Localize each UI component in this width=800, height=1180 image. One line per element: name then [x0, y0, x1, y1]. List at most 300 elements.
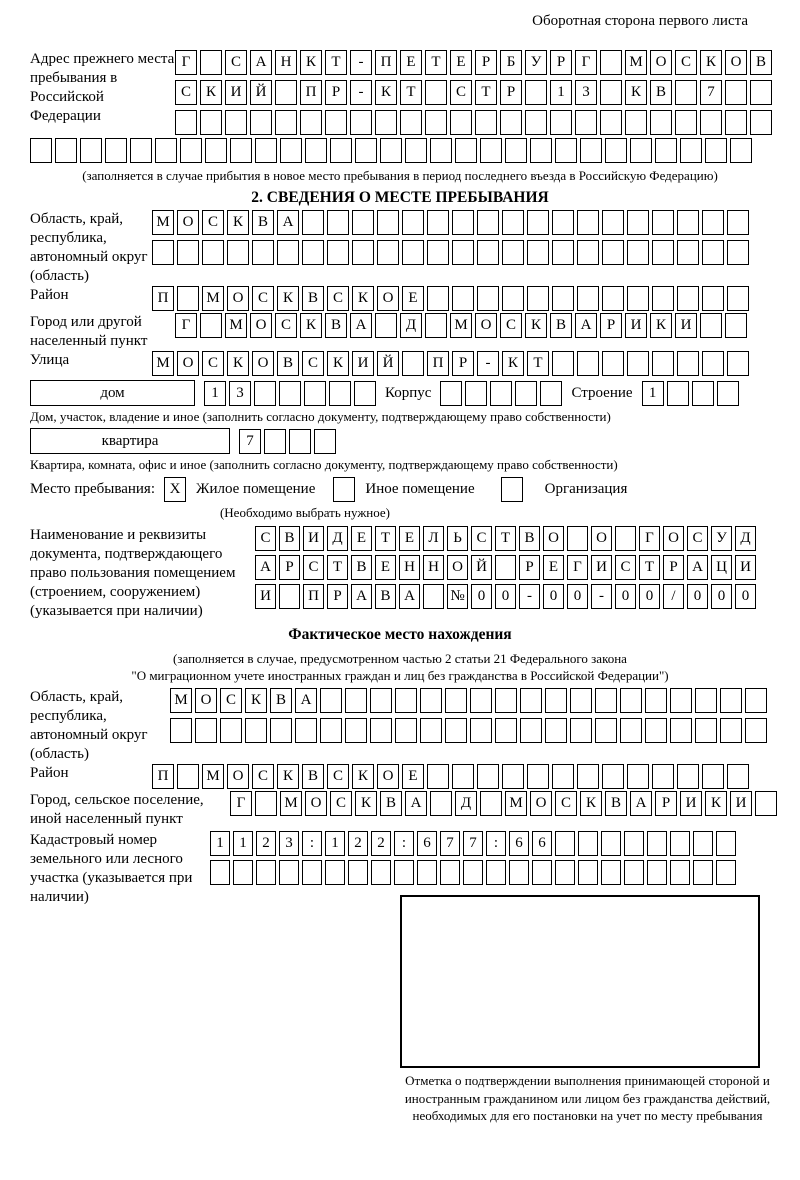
char-cell	[200, 110, 222, 135]
char-cell	[230, 138, 252, 163]
char-cell: К	[502, 351, 524, 376]
char-cell	[325, 860, 345, 885]
char-cell	[325, 110, 347, 135]
char-cell: -	[519, 584, 540, 609]
char-cell: К	[352, 764, 374, 789]
char-cell	[602, 286, 624, 311]
char-cell	[440, 860, 460, 885]
char-cell: 0	[495, 584, 516, 609]
char-cell: А	[405, 791, 427, 816]
actual-district-label: Район	[30, 765, 69, 781]
char-cell: А	[250, 50, 272, 75]
char-cell	[502, 240, 524, 265]
char-cell: Е	[351, 526, 372, 551]
stamp-box	[400, 895, 760, 1068]
char-cell	[624, 860, 644, 885]
char-cell: В	[270, 688, 292, 713]
char-cell: К	[277, 286, 299, 311]
char-cell	[275, 80, 297, 105]
char-cell: А	[575, 313, 597, 338]
char-cell	[205, 138, 227, 163]
char-cell	[627, 286, 649, 311]
char-cell	[620, 718, 642, 743]
char-cell	[677, 210, 699, 235]
char-cell	[727, 351, 749, 376]
char-cell	[402, 240, 424, 265]
char-cell: В	[302, 764, 324, 789]
char-cell: :	[486, 831, 506, 856]
char-cell	[227, 240, 249, 265]
char-cell	[470, 718, 492, 743]
char-cell	[477, 764, 499, 789]
char-cell: О	[177, 351, 199, 376]
char-cell	[180, 138, 202, 163]
char-cell	[502, 764, 524, 789]
char-cell: С	[252, 764, 274, 789]
char-cell	[202, 240, 224, 265]
char-cell: О	[663, 526, 684, 551]
section2-title: 2. СВЕДЕНИЯ О МЕСТЕ ПРЕБЫВАНИЯ	[251, 189, 549, 206]
char-cell	[577, 351, 599, 376]
char-cell	[329, 381, 351, 406]
char-cell: П	[427, 351, 449, 376]
char-cell: Е	[400, 50, 422, 75]
city-block	[30, 313, 770, 351]
char-cell	[170, 718, 192, 743]
char-cell	[480, 791, 502, 816]
region-label: Область, край, республика, автономный округ (область)	[30, 211, 148, 284]
char-cell: М	[450, 313, 472, 338]
char-cell	[345, 688, 367, 713]
actual-location-note-2: "О миграционном учете иностранных граждан и лиц без гражданства в Российской Федерации")	[131, 668, 669, 683]
char-cell	[670, 718, 692, 743]
char-cell: С	[202, 210, 224, 235]
char-cell	[245, 718, 267, 743]
char-cell	[650, 110, 672, 135]
char-cell	[352, 210, 374, 235]
char-cell	[727, 240, 749, 265]
char-cell: :	[394, 831, 414, 856]
checkbox-other-premises	[333, 477, 355, 502]
char-cell	[405, 138, 427, 163]
char-cell	[600, 110, 622, 135]
char-cell	[602, 210, 624, 235]
char-cell: С	[330, 791, 352, 816]
char-cell	[80, 138, 102, 163]
char-cell: И	[591, 555, 612, 580]
actual-location-title: Фактическое место нахождения	[288, 626, 512, 643]
char-cell: Й	[471, 555, 492, 580]
char-cell	[601, 831, 621, 856]
char-cell	[275, 110, 297, 135]
char-cell: Р	[452, 351, 474, 376]
char-cell	[527, 210, 549, 235]
actual-city-block	[30, 791, 770, 829]
char-cell: К	[352, 286, 374, 311]
char-cell: 2	[371, 831, 391, 856]
char-cell	[652, 210, 674, 235]
char-cell: В	[252, 210, 274, 235]
char-cell: 6	[417, 831, 437, 856]
char-cell	[233, 860, 253, 885]
char-cell	[252, 240, 274, 265]
actual-location-note-1: (заполняется в случае, предусмотренном частью 2 статьи 21 Федерального закона	[173, 651, 627, 666]
char-cell	[578, 860, 598, 885]
char-cell: Е	[402, 286, 424, 311]
char-cell: О	[475, 313, 497, 338]
char-cell: 1	[550, 80, 572, 105]
char-cell	[716, 860, 736, 885]
char-cell	[475, 110, 497, 135]
char-cell: 0	[615, 584, 636, 609]
char-cell	[750, 80, 772, 105]
stamp-caption: Отметка о подтверждении выполнения принимающей стороной и иностранным гражданином или лицом без гражданства действий, необходимых для его постановки на учет по месту пребывания	[404, 1073, 771, 1123]
char-cell: М	[170, 688, 192, 713]
char-cell	[277, 240, 299, 265]
char-cell: Т	[327, 555, 348, 580]
char-cell: Е	[543, 555, 564, 580]
char-cell	[495, 718, 517, 743]
char-cell	[577, 240, 599, 265]
char-cell	[555, 831, 575, 856]
char-cell	[348, 860, 368, 885]
char-cell	[530, 138, 552, 163]
char-cell: 3	[229, 381, 251, 406]
char-cell: Ь	[447, 526, 468, 551]
char-cell	[580, 138, 602, 163]
char-cell	[552, 351, 574, 376]
char-cell: О	[177, 210, 199, 235]
char-cell	[452, 240, 474, 265]
char-cell	[210, 860, 230, 885]
stroenie-label: Строение	[571, 384, 633, 401]
char-cell: Б	[500, 50, 522, 75]
char-cell: 7	[700, 80, 722, 105]
char-cell	[647, 860, 667, 885]
char-cell: Р	[600, 313, 622, 338]
char-cell	[377, 240, 399, 265]
char-cell	[440, 381, 462, 406]
char-cell	[620, 688, 642, 713]
char-cell: И	[303, 526, 324, 551]
char-cell: О	[377, 286, 399, 311]
char-cell: Р	[550, 50, 572, 75]
actual-region-block	[30, 688, 770, 764]
char-cell	[280, 138, 302, 163]
document-block	[30, 526, 770, 621]
char-cell	[725, 110, 747, 135]
char-cell	[540, 381, 562, 406]
char-cell	[745, 688, 767, 713]
char-cell	[256, 860, 276, 885]
char-cell	[320, 688, 342, 713]
char-cell: -	[350, 80, 372, 105]
char-cell: С	[202, 351, 224, 376]
district-label: Район	[30, 287, 69, 303]
char-cell	[552, 210, 574, 235]
char-cell	[675, 80, 697, 105]
char-cell: 1	[210, 831, 230, 856]
char-cell	[680, 138, 702, 163]
char-cell	[177, 240, 199, 265]
street-label: Улица	[30, 352, 70, 368]
stay-type-line	[30, 477, 770, 502]
char-cell: Р	[325, 80, 347, 105]
char-cell	[450, 110, 472, 135]
char-cell	[705, 138, 727, 163]
prev-address-row-4	[30, 138, 770, 163]
char-cell	[200, 313, 222, 338]
char-cell: 0	[687, 584, 708, 609]
char-cell: А	[350, 313, 372, 338]
char-cell: Н	[275, 50, 297, 75]
char-cell	[300, 110, 322, 135]
char-cell: 0	[543, 584, 564, 609]
char-cell	[627, 240, 649, 265]
char-cell	[425, 110, 447, 135]
char-cell: Й	[250, 80, 272, 105]
korpus-label: Корпус	[385, 384, 432, 401]
char-cell	[417, 860, 437, 885]
char-cell: А	[255, 555, 276, 580]
char-cell	[670, 688, 692, 713]
char-cell: К	[227, 210, 249, 235]
char-cell	[502, 286, 524, 311]
char-cell	[602, 240, 624, 265]
char-cell: В	[302, 286, 324, 311]
char-cell	[427, 764, 449, 789]
char-cell	[525, 80, 547, 105]
char-cell: 7	[239, 429, 261, 454]
char-cell	[600, 80, 622, 105]
char-cell	[502, 210, 524, 235]
char-cell	[601, 860, 621, 885]
house-number-row	[204, 381, 376, 406]
char-cell: К	[705, 791, 727, 816]
char-cell: Т	[527, 351, 549, 376]
char-cell	[550, 110, 572, 135]
char-cell: -	[591, 584, 612, 609]
char-cell: 0	[567, 584, 588, 609]
char-cell	[445, 718, 467, 743]
char-cell	[655, 138, 677, 163]
char-cell	[302, 860, 322, 885]
char-cell	[693, 831, 713, 856]
char-cell: А	[295, 688, 317, 713]
char-cell	[394, 860, 414, 885]
char-cell	[327, 240, 349, 265]
char-cell	[355, 138, 377, 163]
char-cell: У	[525, 50, 547, 75]
cadastral-row-2	[210, 860, 736, 885]
char-cell: Т	[325, 50, 347, 75]
prev-address-block	[30, 50, 770, 135]
char-cell	[600, 50, 622, 75]
char-cell: О	[305, 791, 327, 816]
char-cell: С	[675, 50, 697, 75]
char-cell	[375, 110, 397, 135]
char-cell: С	[687, 526, 708, 551]
char-cell: В	[351, 555, 372, 580]
char-cell	[702, 351, 724, 376]
document-row-1	[255, 526, 756, 551]
char-cell: О	[591, 526, 612, 551]
char-cell	[615, 526, 636, 551]
document-row-3	[255, 584, 756, 609]
char-cell	[720, 718, 742, 743]
char-cell	[627, 210, 649, 235]
char-cell: 0	[711, 584, 732, 609]
char-cell	[402, 210, 424, 235]
district-row	[152, 286, 749, 311]
char-cell: О	[377, 764, 399, 789]
page-side-note: Оборотная сторона первого листа	[532, 13, 748, 29]
char-cell	[675, 110, 697, 135]
char-cell	[695, 688, 717, 713]
char-cell: Р	[279, 555, 300, 580]
char-cell	[545, 718, 567, 743]
char-cell: В	[325, 313, 347, 338]
char-cell: Г	[567, 555, 588, 580]
char-cell	[452, 210, 474, 235]
char-cell	[667, 381, 689, 406]
char-cell: 0	[735, 584, 756, 609]
char-cell	[677, 286, 699, 311]
char-cell: К	[650, 313, 672, 338]
char-cell: Е	[399, 526, 420, 551]
stamp-area	[385, 895, 790, 1125]
char-cell	[595, 718, 617, 743]
char-cell	[427, 286, 449, 311]
document-label: Наименование и реквизиты документа, подтверждающего право пользования помещением (строением, сооружением) (указывается при наличии)	[30, 527, 236, 619]
checkbox-organization	[501, 477, 523, 502]
char-cell	[420, 688, 442, 713]
char-cell: К	[200, 80, 222, 105]
char-cell: И	[675, 313, 697, 338]
char-cell: Г	[639, 526, 660, 551]
char-cell	[425, 80, 447, 105]
char-cell: Г	[175, 50, 197, 75]
char-cell	[377, 210, 399, 235]
char-cell: А	[399, 584, 420, 609]
char-cell: 1	[325, 831, 345, 856]
char-cell	[370, 688, 392, 713]
char-cell	[627, 351, 649, 376]
prev-address-label: Адрес прежнего места пребывания в Российской Федерации	[30, 51, 175, 124]
region-row-2	[152, 240, 749, 265]
char-cell	[105, 138, 127, 163]
char-cell	[177, 286, 199, 311]
char-cell	[486, 860, 506, 885]
char-cell: К	[300, 50, 322, 75]
char-cell: Т	[639, 555, 660, 580]
char-cell	[630, 138, 652, 163]
char-cell: П	[152, 286, 174, 311]
char-cell	[716, 831, 736, 856]
char-cell	[350, 110, 372, 135]
char-cell: Д	[455, 791, 477, 816]
char-cell: М	[505, 791, 527, 816]
char-cell: Т	[475, 80, 497, 105]
char-cell	[380, 138, 402, 163]
char-cell	[525, 110, 547, 135]
char-cell: В	[380, 791, 402, 816]
actual-region-row-1	[170, 688, 767, 713]
stay-type-note: (Необходимо выбрать нужное)	[219, 505, 391, 520]
char-cell	[452, 764, 474, 789]
char-cell: 7	[440, 831, 460, 856]
char-cell	[30, 138, 52, 163]
char-cell	[702, 764, 724, 789]
char-cell	[570, 718, 592, 743]
char-cell: И	[255, 584, 276, 609]
char-cell	[465, 381, 487, 406]
char-cell: 6	[532, 831, 552, 856]
char-cell	[302, 210, 324, 235]
char-cell: М	[280, 791, 302, 816]
actual-region-row-2	[170, 718, 767, 743]
char-cell: А	[277, 210, 299, 235]
char-cell: К	[355, 791, 377, 816]
char-cell	[625, 110, 647, 135]
char-cell: У	[711, 526, 732, 551]
char-cell: П	[375, 50, 397, 75]
char-cell: 3	[575, 80, 597, 105]
char-cell: О	[447, 555, 468, 580]
char-cell: И	[225, 80, 247, 105]
char-cell: 1	[204, 381, 226, 406]
char-cell	[515, 381, 537, 406]
char-cell: Г	[175, 313, 197, 338]
char-cell: П	[303, 584, 324, 609]
char-cell: О	[530, 791, 552, 816]
char-cell	[463, 860, 483, 885]
char-cell: Д	[735, 526, 756, 551]
char-cell	[177, 764, 199, 789]
char-cell	[702, 210, 724, 235]
char-cell: -	[477, 351, 499, 376]
char-cell	[652, 240, 674, 265]
char-cell: :	[302, 831, 322, 856]
char-cell	[200, 50, 222, 75]
char-cell	[425, 313, 447, 338]
char-cell: Е	[450, 50, 472, 75]
document-row-2	[255, 555, 756, 580]
char-cell: Г	[230, 791, 252, 816]
char-cell: К	[375, 80, 397, 105]
char-cell: Р	[500, 80, 522, 105]
char-cell	[670, 860, 690, 885]
char-cell	[175, 110, 197, 135]
char-cell: С	[450, 80, 472, 105]
char-cell	[677, 764, 699, 789]
house-line	[30, 380, 770, 406]
char-cell	[693, 860, 713, 885]
char-cell: О	[195, 688, 217, 713]
char-cell: Е	[375, 555, 396, 580]
char-cell: Ц	[711, 555, 732, 580]
char-cell	[727, 764, 749, 789]
char-cell: И	[625, 313, 647, 338]
char-cell: Н	[399, 555, 420, 580]
char-cell: Р	[663, 555, 684, 580]
korpus-row	[440, 381, 562, 406]
city-row	[175, 313, 747, 338]
char-cell	[130, 138, 152, 163]
char-cell	[527, 764, 549, 789]
char-cell	[750, 110, 772, 135]
char-cell: В	[277, 351, 299, 376]
